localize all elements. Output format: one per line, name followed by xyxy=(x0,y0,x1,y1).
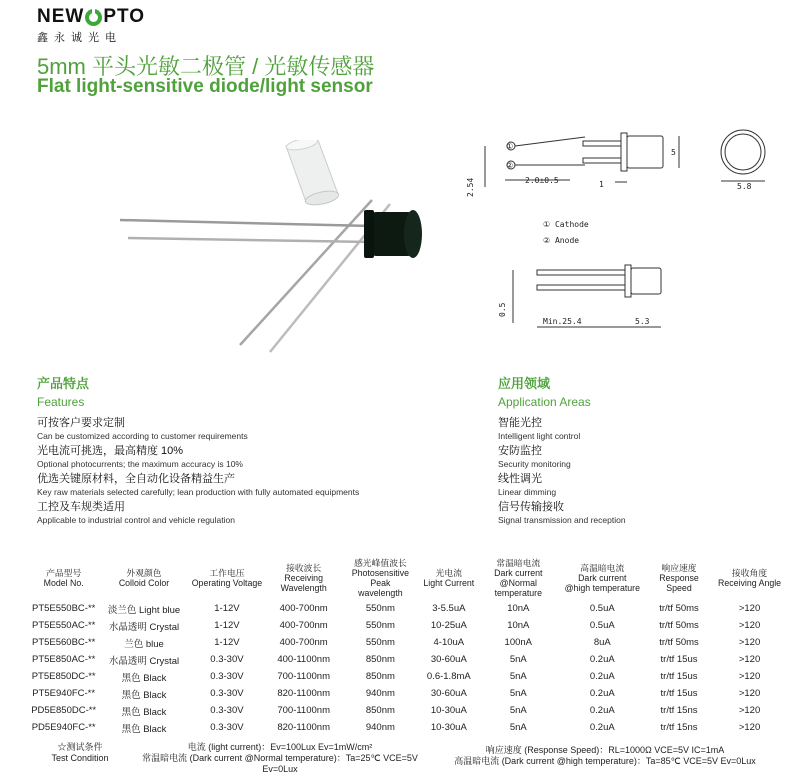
column-header-line: temperature xyxy=(494,588,543,598)
page-title-en: Flat light-sensitive diode/light sensor xyxy=(37,76,373,97)
product-photo xyxy=(110,140,440,360)
application-item-cn: 智能光控 xyxy=(498,417,542,429)
table-cell: PT5E550BC-** xyxy=(31,603,96,614)
application-item-cn: 安防监控 xyxy=(498,445,542,457)
column-header-line: Dark current xyxy=(578,573,627,583)
table-cell: tr/tf 50ms xyxy=(659,637,699,648)
table-row xyxy=(30,702,790,719)
table-row xyxy=(30,617,790,634)
feature-item-cn: 工控及车规类适用 xyxy=(37,501,125,513)
feature-item-cn: 光电流可挑选，最高精度 10% xyxy=(37,445,184,457)
table-cell: tr/tf 15us xyxy=(660,688,698,699)
side-lead-bottom xyxy=(583,158,621,163)
table-cell: 700-1100nm xyxy=(277,705,330,716)
dim-label-53: 5.3 xyxy=(635,317,650,326)
table-cell: 30-60uA xyxy=(430,654,467,665)
long-body xyxy=(631,268,661,294)
column-header-line: 响应速度 xyxy=(661,563,697,573)
table-cell: 0.3-30V xyxy=(210,722,244,733)
table-row xyxy=(30,600,790,617)
column-header xyxy=(344,556,417,600)
logo-o-icon xyxy=(85,9,102,26)
applications-section xyxy=(498,373,626,529)
table-cell: 400-700nm xyxy=(279,637,328,648)
column-header xyxy=(556,556,649,600)
feature-item-en: Can be customized according to customer requirements xyxy=(37,431,248,441)
table-cell: 0.2uA xyxy=(589,654,615,665)
table-cell: 10nA xyxy=(507,620,530,631)
table-cell: 400-1100nm xyxy=(277,654,330,665)
table-cell: PD5E850DC-** xyxy=(31,705,97,716)
applications-list xyxy=(498,417,626,527)
table-cell: 0.3-30V xyxy=(210,688,244,699)
table-cell: tr/tf 50ms xyxy=(659,603,699,614)
column-header-line: Speed xyxy=(666,583,692,593)
feature-item-en: Optional photocurrents; the maximum accuracy is 10% xyxy=(37,459,243,469)
dim-label-1: 1 xyxy=(599,180,604,189)
table-cell: 兰色 blue xyxy=(124,638,164,650)
table-cell: tr/tf 50ms xyxy=(659,620,699,631)
table-cell: PD5E940FC-** xyxy=(31,722,96,733)
applications-title-cn: 应用领域 xyxy=(498,376,551,391)
features-title-en: Features xyxy=(37,395,85,409)
table-cell: 黑色 Black xyxy=(121,706,167,718)
test-condition-line3: Ev=0Lux xyxy=(262,764,298,774)
front-view-circle xyxy=(721,130,765,174)
table-cell: 10-30uA xyxy=(430,705,467,716)
table-cell: >120 xyxy=(738,620,761,631)
table-cell: 0.6-1.8mA xyxy=(426,671,471,682)
cathode-lead-line xyxy=(515,137,585,146)
table-cell: >120 xyxy=(738,705,761,716)
pin2-label: ② Anode xyxy=(543,236,580,245)
front-view-inner-circle xyxy=(725,134,761,170)
table-cell: 黑色 Black xyxy=(121,723,167,735)
logo-wordmark xyxy=(37,6,145,28)
column-header-line: 接收波长 xyxy=(286,563,322,573)
table-cell: 850nm xyxy=(365,671,395,682)
column-header-line: Colloid Color xyxy=(118,578,170,588)
table-cell: 1-12V xyxy=(214,620,240,631)
column-header xyxy=(649,556,709,600)
column-header-line: 产品型号 xyxy=(46,568,82,578)
feature-item-en: Applicable to industrial control and vehicle regulation xyxy=(37,515,235,525)
table-cell: tr/tf 15us xyxy=(660,654,698,665)
table-cell: 820-1100nm xyxy=(277,722,330,733)
table-cell: 黑色 Black xyxy=(121,672,167,684)
table-cell: 10-30uA xyxy=(430,722,467,733)
column-header-line: 高温暗电流 xyxy=(580,563,625,573)
pin2-marker: ② xyxy=(506,161,514,170)
table-cell: 940nm xyxy=(365,722,395,733)
table-header-row xyxy=(30,556,790,600)
pin1-marker: ① xyxy=(506,142,514,151)
feature-item-cn: 可按客户要求定制 xyxy=(37,417,125,429)
table-cell: PT5E940FC-** xyxy=(32,688,96,699)
test-condition-right1: 响应速度 (Response Speed)：RL=1000Ω VCE=5V IC=1mA xyxy=(485,745,725,755)
features-list xyxy=(37,417,359,527)
logo-text-right: PTO xyxy=(103,6,146,27)
table-cell: 黑色 Black xyxy=(121,689,167,701)
table-cell: 4-10uA xyxy=(433,637,465,648)
dim-label-05: 0.5 xyxy=(498,302,507,317)
table-row xyxy=(30,685,790,702)
dim-label-min254: Min.25.4 xyxy=(543,317,582,326)
brand-logo xyxy=(37,6,145,45)
application-item-en: Signal transmission and reception xyxy=(498,515,626,525)
table-cell: 0.5uA xyxy=(589,603,615,614)
column-header-line: Receiving Angle xyxy=(717,578,782,588)
table-cell: 0.3-30V xyxy=(210,671,244,682)
column-header-line: Operating Voltage xyxy=(191,578,263,588)
table-cell: 400-700nm xyxy=(279,603,328,614)
dim-label-5: 5 xyxy=(671,148,676,157)
dim-label-20: 2.0±0.5 xyxy=(525,176,559,185)
column-header-line: 常温暗电流 xyxy=(496,558,541,568)
table-cell: 850nm xyxy=(365,705,395,716)
table-cell: 700-1100nm xyxy=(277,671,330,682)
test-condition-label-en: Test Condition xyxy=(51,753,109,763)
column-header xyxy=(30,556,97,600)
column-header xyxy=(191,556,264,600)
table-cell: 550nm xyxy=(365,620,395,631)
spec-table xyxy=(30,556,790,736)
black-led-body xyxy=(364,210,422,258)
application-item-en: Security monitoring xyxy=(498,459,571,469)
pin1-label: ① Cathode xyxy=(543,220,589,229)
table-cell: >120 xyxy=(738,671,761,682)
application-item-en: Linear dimming xyxy=(498,487,557,497)
table-cell: tr/tf 15us xyxy=(660,671,698,682)
table-cell: PT5E550AC-** xyxy=(31,620,96,631)
table-row xyxy=(30,668,790,685)
table-cell: 820-1100nm xyxy=(277,688,330,699)
table-body xyxy=(30,600,790,736)
dimension-drawing xyxy=(465,125,785,335)
column-header-line: Peak xyxy=(370,578,391,588)
features-title-cn: 产品特点 xyxy=(37,376,90,391)
table-row xyxy=(30,719,790,736)
page-title-cn: 5mm 平头光敏二极管 / 光敏传感器 xyxy=(37,54,375,79)
column-header-line: Wavelength xyxy=(280,583,327,593)
table-cell: 10-25uA xyxy=(430,620,467,631)
test-condition-line1: 电流 (light current)：Ev=100Lux Ev=1mW/cm² xyxy=(187,742,373,752)
table-cell: 水晶透明 Crystal xyxy=(108,655,180,667)
dim-label-58: 5.8 xyxy=(737,182,752,191)
table-cell: 0.3-30V xyxy=(210,654,244,665)
column-header xyxy=(417,556,481,600)
column-header-line: 光电流 xyxy=(435,568,463,578)
table-cell: 5nA xyxy=(509,722,527,733)
column-header-line: Photosensitive xyxy=(351,568,409,578)
table-cell: >120 xyxy=(738,654,761,665)
table-cell: 0.3-30V xyxy=(210,705,244,716)
column-header-line: @high temperature xyxy=(564,583,640,593)
column-header-line: 工作电压 xyxy=(209,568,245,578)
table-row xyxy=(30,651,790,668)
test-condition-label-cn: ☆测试条件 xyxy=(57,742,103,752)
dim-label-254: 2.54 xyxy=(466,177,475,197)
table-cell: 5nA xyxy=(509,688,527,699)
table-cell: 0.2uA xyxy=(589,705,615,716)
clear-led-lead-1 xyxy=(240,200,372,345)
applications-title-en: Application Areas xyxy=(498,395,591,409)
table-cell: 5nA xyxy=(509,705,527,716)
table-cell: 淡兰色 Light blue xyxy=(107,604,181,616)
long-flange xyxy=(625,265,631,297)
column-header-line: 感光峰值波长 xyxy=(354,558,407,568)
table-cell: 5nA xyxy=(509,671,527,682)
test-condition-label xyxy=(40,742,120,764)
application-item-en: Intelligent light control xyxy=(498,431,581,441)
table-cell: 8uA xyxy=(593,637,611,648)
column-header xyxy=(481,556,556,600)
table-cell: 100nA xyxy=(504,637,533,648)
test-condition-left xyxy=(125,742,435,775)
black-led-lead-1 xyxy=(120,220,372,226)
table-cell: 0.5uA xyxy=(589,620,615,631)
test-condition-line2: 常温暗电流 (Dark current @Normal temperature)：Ta=25℃ VCE=5V xyxy=(142,753,418,763)
column-header-line: Light Current xyxy=(423,578,475,588)
table-cell: 550nm xyxy=(365,637,395,648)
column-header-line: Response xyxy=(659,573,699,583)
column-header-line: Receiving xyxy=(284,573,323,583)
clear-led-body xyxy=(285,140,340,207)
column-header xyxy=(709,556,790,600)
table-cell: 940nm xyxy=(365,688,395,699)
table-cell: >120 xyxy=(738,688,761,699)
side-body xyxy=(627,136,663,168)
table-cell: 1-12V xyxy=(214,637,240,648)
table-cell: >120 xyxy=(738,603,761,614)
table-cell: 水晶透明 Crystal xyxy=(108,621,180,633)
table-cell: 10nA xyxy=(507,603,530,614)
table-cell: 30-60uA xyxy=(430,688,467,699)
table-cell: 850nm xyxy=(365,654,395,665)
application-item-cn: 信号传输接收 xyxy=(498,501,564,513)
column-header-line: 外观颜色 xyxy=(126,568,162,578)
logo-cn-name: 鑫永诚光电 xyxy=(37,32,122,44)
column-header-line: @Normal xyxy=(499,578,537,588)
features-section xyxy=(37,373,359,529)
table-cell: tr/tf 15ns xyxy=(660,705,698,716)
logo-text-left: NEW xyxy=(37,6,85,27)
application-item-cn: 线性调光 xyxy=(498,473,542,485)
table-cell: 0.2uA xyxy=(589,722,615,733)
column-header-line: 接收角度 xyxy=(731,568,768,578)
long-lead-top xyxy=(537,270,625,275)
feature-item-cn: 优选关键原材料，全自动化设备精益生产 xyxy=(37,473,235,485)
column-header-line: wavelength xyxy=(358,588,403,598)
test-condition-right xyxy=(430,745,780,767)
side-flange xyxy=(621,133,627,171)
table-cell: 550nm xyxy=(365,603,395,614)
test-condition-right2: 高温暗电流 (Dark current @high temperature)：Ta=85℃ VCE=5V Ev=0Lux xyxy=(454,756,756,766)
column-header-line: Dark current xyxy=(494,568,543,578)
table-cell: >120 xyxy=(738,722,761,733)
table-cell: PT5E560BC-** xyxy=(31,637,96,648)
column-header-line: Model No. xyxy=(43,578,84,588)
table-cell: >120 xyxy=(738,637,761,648)
table-cell: tr/tf 15ns xyxy=(660,722,698,733)
long-lead-bottom xyxy=(537,285,625,290)
table-cell: 3-5.5uA xyxy=(432,603,466,614)
table-cell: PT5E850AC-** xyxy=(31,654,96,665)
table-row xyxy=(30,634,790,651)
table-cell: PT5E850DC-** xyxy=(31,671,96,682)
table-cell: 0.2uA xyxy=(589,688,615,699)
side-lead-top xyxy=(583,141,621,146)
column-header xyxy=(97,556,190,600)
column-header xyxy=(263,556,344,600)
table-cell: 5nA xyxy=(509,654,527,665)
feature-item-en: Key raw materials selected carefully; lean production with fully automated equipments xyxy=(37,487,360,497)
table-cell: 0.2uA xyxy=(589,671,615,682)
table-cell: 1-12V xyxy=(214,603,240,614)
table-cell: 400-700nm xyxy=(279,620,328,631)
